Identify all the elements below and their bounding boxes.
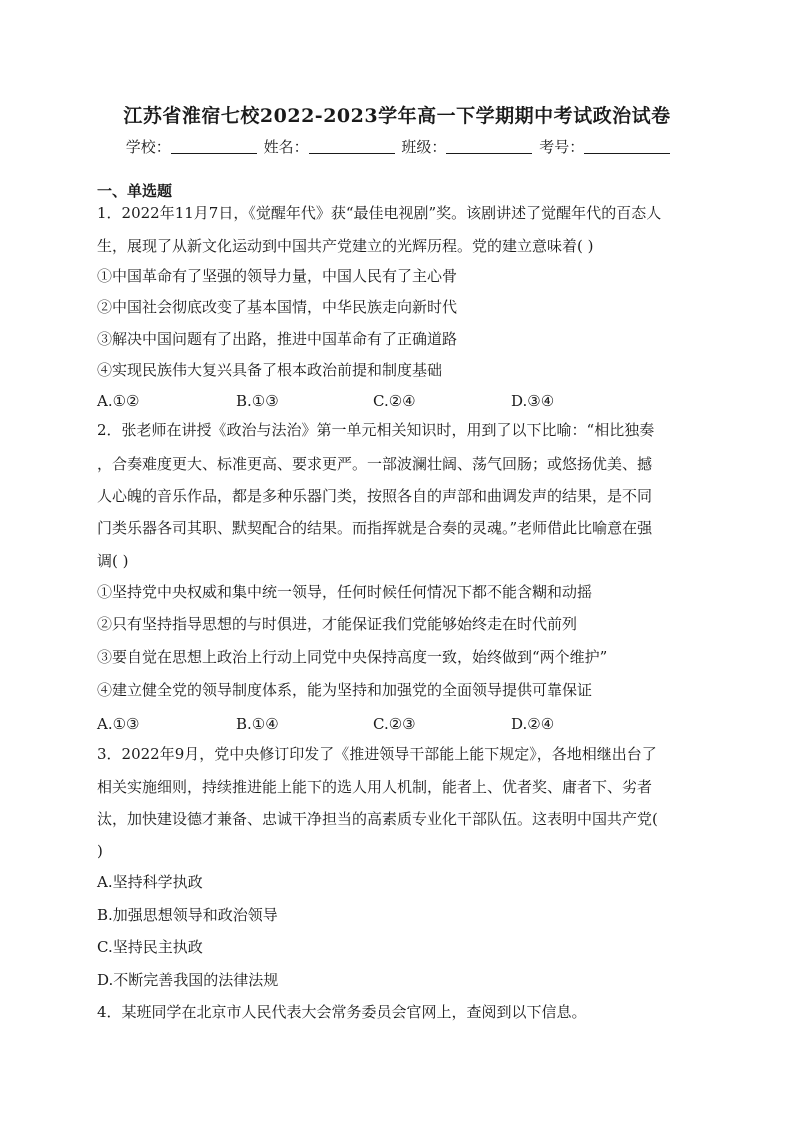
q2-stem-line-4: 门类乐器各司其职、默契配合的结果。而指挥就是合奏的灵魂。”老师借此比喻意在强 xyxy=(97,519,653,537)
q1-option-c[interactable]: C.②④ xyxy=(373,392,416,410)
q3-option-a[interactable]: A.坚持科学执政 xyxy=(97,873,203,891)
q2-stem-line-5: 调( ) xyxy=(97,552,129,570)
q2-option-a[interactable]: A.①③ xyxy=(97,715,140,733)
q4-stem-line-1: 4．某班同学在北京市人民代表大会常务委员会官网上，查阅到以下信息。 xyxy=(97,1003,587,1021)
q3-option-b[interactable]: B.加强思想领导和政治领导 xyxy=(97,906,278,924)
q1-stem-line-1: 1．2022年11月7日，《觉醒年代》获“最佳电视剧”奖。该剧讲述了觉醒年代的百态人 xyxy=(97,204,662,222)
q2-statement-2: ②只有坚持指导思想的与时俱进，才能保证我们党能够始终走在时代前列 xyxy=(97,615,578,633)
class-blank[interactable] xyxy=(446,139,532,154)
q2-statement-1: ①坚持党中央权威和集中统一领导，任何时候任何情况下都不能含糊和动摇 xyxy=(97,583,593,601)
q2-statement-3: ③要自觉在思想上政治上行动上同党中央保持高度一致，始终做到“两个维护” xyxy=(97,648,608,666)
q2-statement-4: ④建立健全党的领导制度体系，能为坚持和加强党的全面领导提供可靠保证 xyxy=(97,681,593,699)
q1-option-a[interactable]: A.①② xyxy=(97,392,140,410)
q1-statement-4: ④实现民族伟大复兴具备了根本政治前提和制度基础 xyxy=(97,361,443,379)
q1-option-d[interactable]: D.③④ xyxy=(511,392,555,410)
exam-number-blank[interactable] xyxy=(584,139,670,154)
q3-stem-line-4: ) xyxy=(97,842,103,860)
q3-stem-line-1: 3．2022年9月，党中央修订印发了《推进领导干部能上能下规定》，各地相继出台了 xyxy=(97,745,657,763)
q3-option-c[interactable]: C.坚持民主执政 xyxy=(97,938,203,956)
q1-option-b[interactable]: B.①③ xyxy=(236,392,279,410)
q1-statement-2: ②中国社会彻底改变了基本国情，中华民族走向新时代 xyxy=(97,298,458,316)
name-label: 姓名： xyxy=(263,138,309,156)
school-blank[interactable] xyxy=(171,139,257,154)
page-title: 江苏省淮宿七校2022-2023学年高一下学期期中考试政治试卷 xyxy=(123,105,671,127)
q3-stem-line-2: 相关实施细则，持续推进能上能下的选人用人机制，能者上、优者奖、庸者下、劣者 xyxy=(97,778,653,796)
name-blank[interactable] xyxy=(309,139,395,154)
q2-stem-line-2: ，合奏难度更大、标准更高、要求更严。一部波澜壮阔、荡气回肠；或悠扬优美、撼 xyxy=(97,455,653,473)
school-label: 学校： xyxy=(125,138,171,156)
q2-stem-line-3: 人心魄的音乐作品，都是多种乐器门类，按照各自的声部和曲调发声的结果，是不同 xyxy=(97,487,653,505)
q2-option-c[interactable]: C.②③ xyxy=(373,715,416,733)
q2-stem-line-1: 2．张老师在讲授《政治与法治》第一单元相关知识时，用到了以下比喻：“相比独奏 xyxy=(97,421,655,439)
exam-number-label: 考号： xyxy=(539,138,585,156)
q3-stem-line-3: 汰，加快建设德才兼备、忠诚干净担当的高素质专业化干部队伍。这表明中国共产党( xyxy=(97,810,658,828)
student-info-line xyxy=(0,136,794,157)
q3-option-d[interactable]: D.不断完善我国的法律法规 xyxy=(97,971,279,989)
q1-statement-3: ③解决中国问题有了出路，推进中国革命有了正确道路 xyxy=(97,330,458,348)
section-heading: 一、单选题 xyxy=(97,182,173,200)
q2-option-b[interactable]: B.①④ xyxy=(236,715,279,733)
q1-stem-line-2: 生，展现了从新文化运动到中国共产党建立的光辉历程。党的建立意味着( ) xyxy=(97,237,594,255)
q1-statement-1: ①中国革命有了坚强的领导力量，中国人民有了主心骨 xyxy=(97,267,458,285)
q2-option-d[interactable]: D.②④ xyxy=(511,715,555,733)
class-label: 班级： xyxy=(401,138,447,156)
